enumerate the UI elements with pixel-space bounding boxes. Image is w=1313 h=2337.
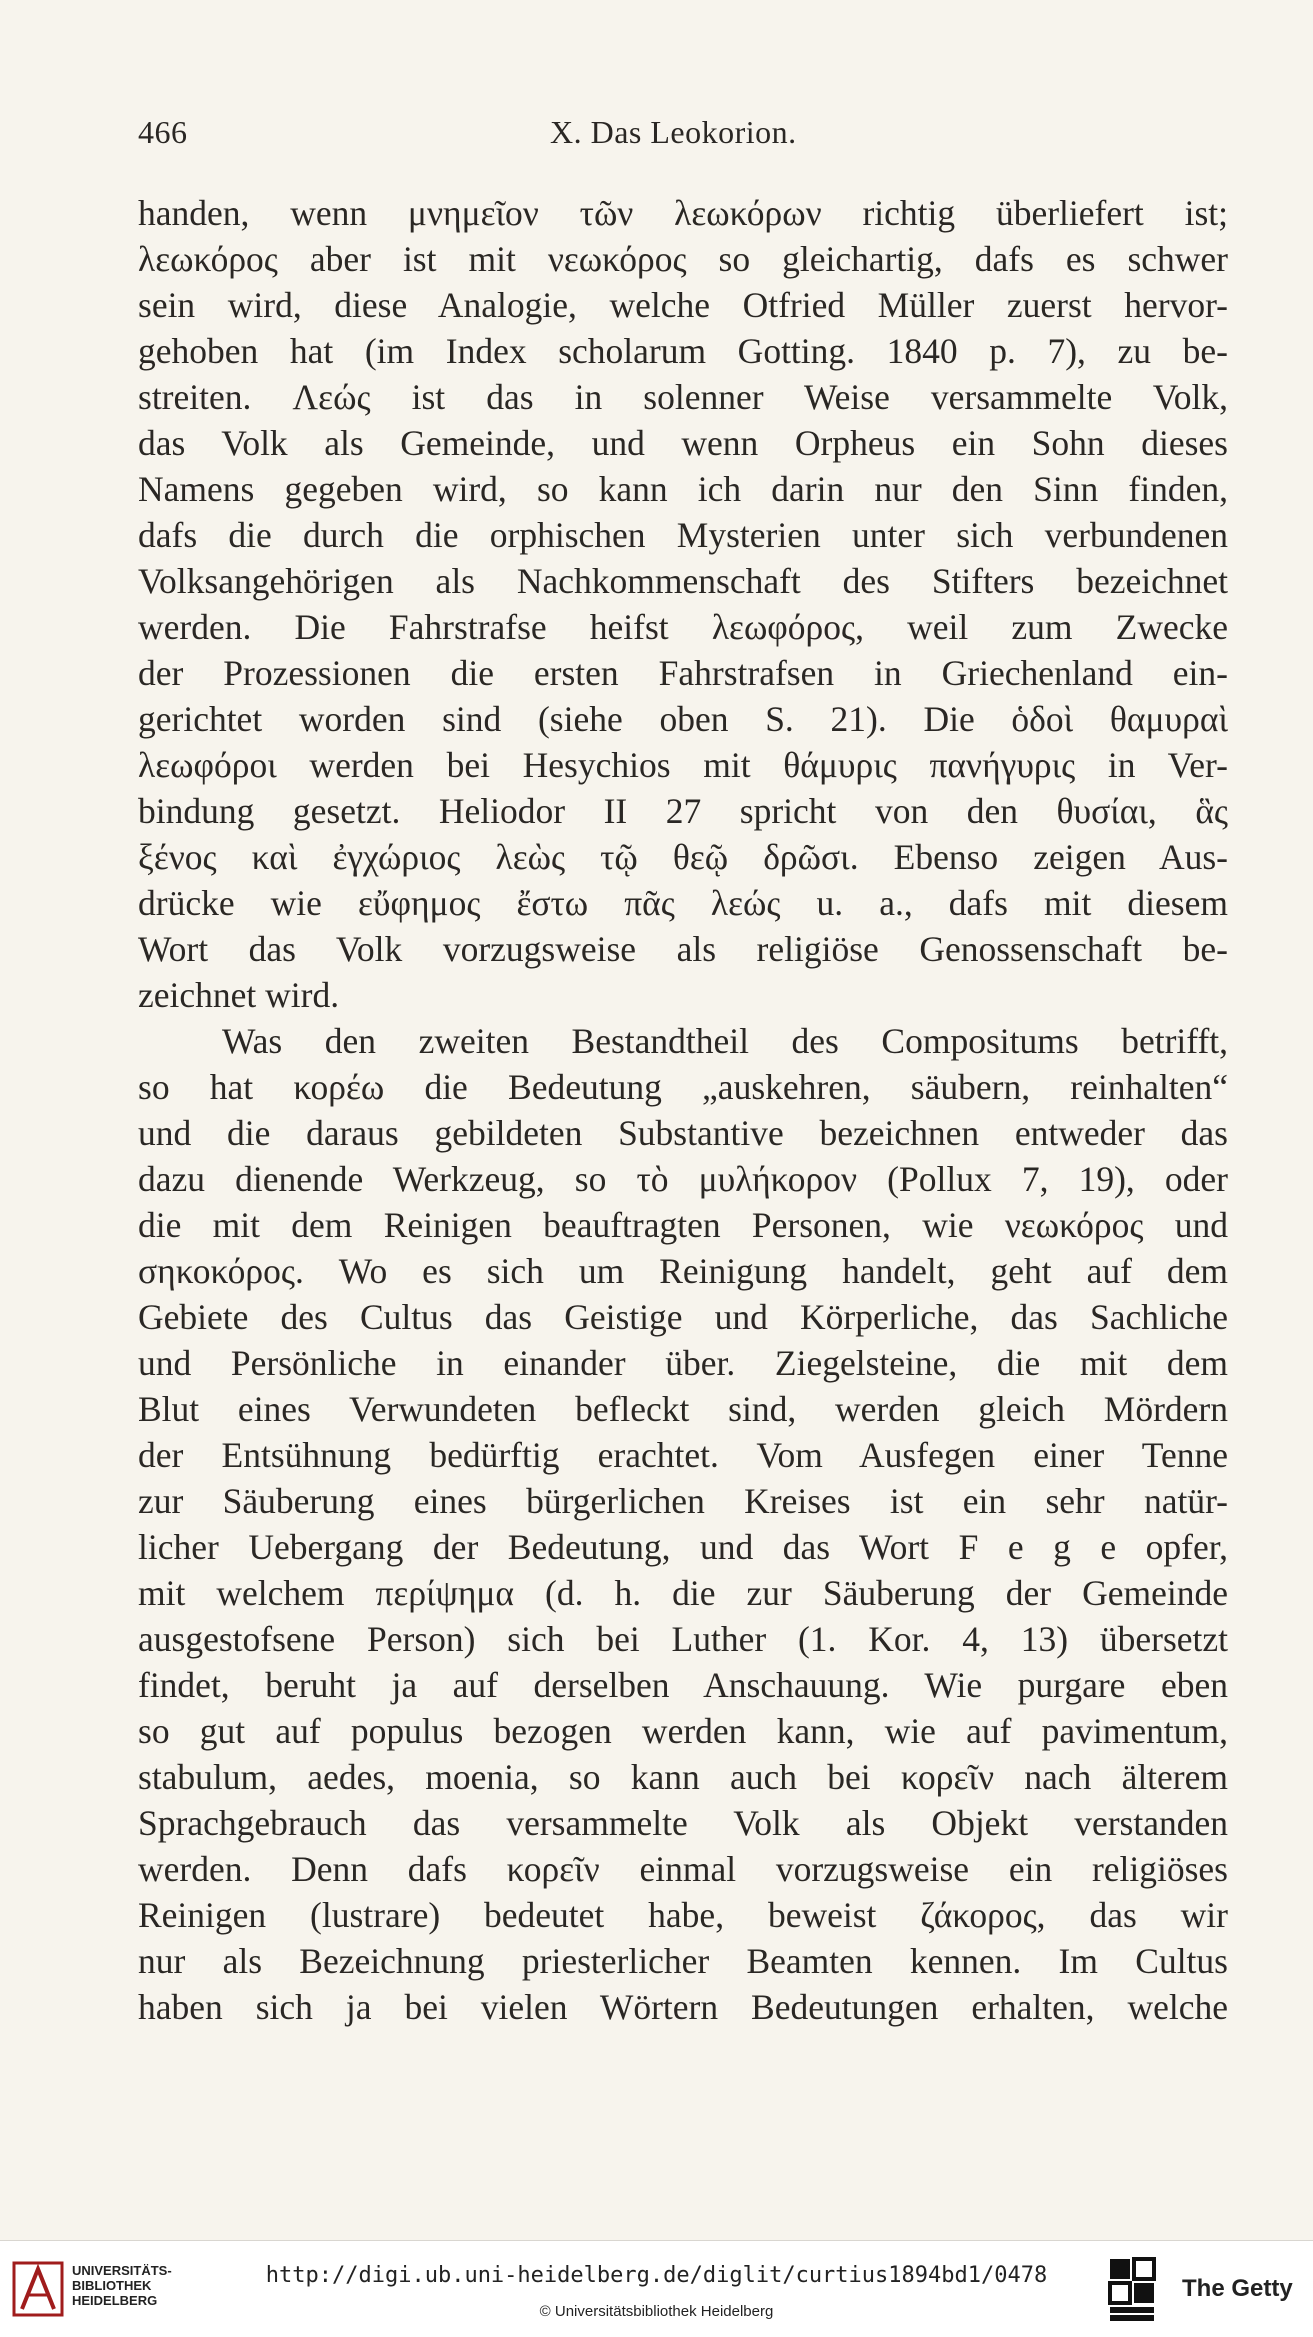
text-line: bindung gesetzt. Heliodor II 27 spricht von den θυσίαι, ἃς (138, 791, 1228, 831)
text-line: werden. Die Fahrstrafse heifst λεωφόρος, weil zum Zwecke (138, 607, 1228, 647)
text-line: λεωφόροι werden bei Hesychios mit θάμυρις πανήγυρις in Ver- (138, 745, 1228, 785)
library-name-line: UNIVERSITÄTS- (72, 2263, 172, 2278)
text-line: licher Uebergang der Bedeutung, und das Wort F e g e opfer, (138, 1527, 1228, 1567)
text-line: haben sich ja bei vielen Wörtern Bedeutungen erhalten, welche (138, 1987, 1228, 2027)
text-line: Reinigen (lustrare) bedeutet habe, beweist ζάκορος, das wir (138, 1895, 1228, 1935)
paragraph-1 (138, 190, 1228, 1018)
text-line: Wort das Volk vorzugsweise als religiöse Genossenschaft be- (138, 929, 1228, 969)
copyright-notice: © Universitätsbibliothek Heidelberg (539, 2303, 774, 2320)
text-line: drücke wie εὔφημος ἔστω πᾶς λεώς u. a., dafs mit diesem (138, 883, 1228, 923)
text-line: mit welchem περίψημα (d. h. die zur Säuberung der Gemeinde (138, 1573, 1228, 1613)
text-line: streiten. Λεώς ist das in solenner Weise versammelte Volk, (138, 377, 1228, 417)
text-line: Sprachgebrauch das versammelte Volk als Objekt verstanden (138, 1803, 1228, 1843)
text-line: Volksangehörigen als Nachkommenschaft des Stifters bezeichnet (138, 561, 1228, 601)
library-name-line: BIBLIOTHEK (72, 2278, 152, 2293)
text-line: Namens gegeben wird, so kann ich darin nur den Sinn finden, (138, 469, 1228, 509)
text-line: nur als Bezeichnung priesterlicher Beamten kennen. Im Cultus (138, 1941, 1228, 1981)
paragraph-2 (138, 1018, 1228, 2030)
text-line: dafs die durch die orphischen Mysterien unter sich verbundenen (138, 515, 1228, 555)
text-line: sein wird, diese Analogie, welche Otfried Müller zuerst hervor- (138, 285, 1228, 325)
text-line: zur Säuberung eines bürgerlichen Kreises ist ein sehr natür- (138, 1481, 1228, 1521)
text-line: Gebiete des Cultus das Geistige und Körperliche, das Sachliche (138, 1297, 1228, 1337)
text-line: Was den zweiten Bestandtheil des Compositums betrifft, (222, 1021, 1228, 1061)
text-line: gerichtet worden sind (siehe oben S. 21). Die ὁδοὶ θαμυραὶ (138, 699, 1228, 739)
text-line: λεωκόρος aber ist mit νεωκόρος so gleichartig, dafs es schwer (138, 239, 1228, 279)
text-line: und Persönliche in einander über. Ziegelsteine, die mit dem (138, 1343, 1228, 1383)
text-line: gehoben hat (im Index scholarum Gotting. 1840 p. 7), zu be- (138, 331, 1228, 371)
text-line: dazu dienende Werkzeug, so τὸ μυλήκορον (Pollux 7, 19), oder (138, 1159, 1228, 1199)
text-line: σηκοκόρος. Wo es sich um Reinigung handelt, geht auf dem (138, 1251, 1228, 1291)
text-line: Blut eines Verwundeten befleckt sind, werden gleich Mördern (138, 1389, 1228, 1429)
text-line: so hat κορέω die Bedeutung „auskehren, säubern, reinhalten“ (138, 1067, 1228, 1107)
text-line: stabulum, aedes, moenia, so kann auch bei κορεῖν nach älterem (138, 1757, 1228, 1797)
running-head (138, 108, 1225, 158)
page-number: 466 (138, 114, 188, 150)
permalink-url[interactable]: http://digi.ub.uni-heidelberg.de/diglit/curtius1894bd1/0478 (265, 2263, 1048, 2288)
getty-logo-icon (1108, 2257, 1158, 2323)
text-line: und die daraus gebildeten Substantive bezeichnen entweder das (138, 1113, 1228, 1153)
text-line: der Prozessionen die ersten Fahrstrafsen in Griechenland ein- (138, 653, 1228, 693)
text-line: handen, wenn μνημεῖον τῶν λεωκόρων richtig überliefert ist; (138, 193, 1228, 233)
text-line: der Entsühnung bedürftig erachtet. Vom Ausfegen einer Tenne (138, 1435, 1228, 1475)
text-line: findet, beruht ja auf derselben Anschauung. Wie purgare eben (138, 1665, 1228, 1705)
text-line: so gut auf populus bezogen werden kann, wie auf pavimentum, (138, 1711, 1228, 1751)
text-line: die mit dem Reinigen beauftragten Personen, wie νεωκόρος und (138, 1205, 1228, 1245)
getty-name: The Getty (1182, 2275, 1293, 2302)
text-line: das Volk als Gemeinde, und wenn Orpheus ein Sohn dieses (138, 423, 1228, 463)
text-line: werden. Denn dafs κορεῖν einmal vorzugsweise ein religiöses (138, 1849, 1228, 1889)
text-line: zeichnet wird. (138, 975, 340, 1015)
viewer-footer (0, 2240, 1313, 2337)
chapter-title: X. Das Leokorion. (550, 114, 797, 150)
library-name-line: HEIDELBERG (72, 2293, 158, 2308)
body-text (138, 190, 1228, 2030)
text-line: ausgestofsene Person) sich bei Luther (1. Kor. 4, 13) übersetzt (138, 1619, 1228, 1659)
text-line: ξένος καὶ ἐγχώριος λεὼς τῷ θεῷ δρῶσι. Ebenso zeigen Aus- (138, 837, 1228, 877)
